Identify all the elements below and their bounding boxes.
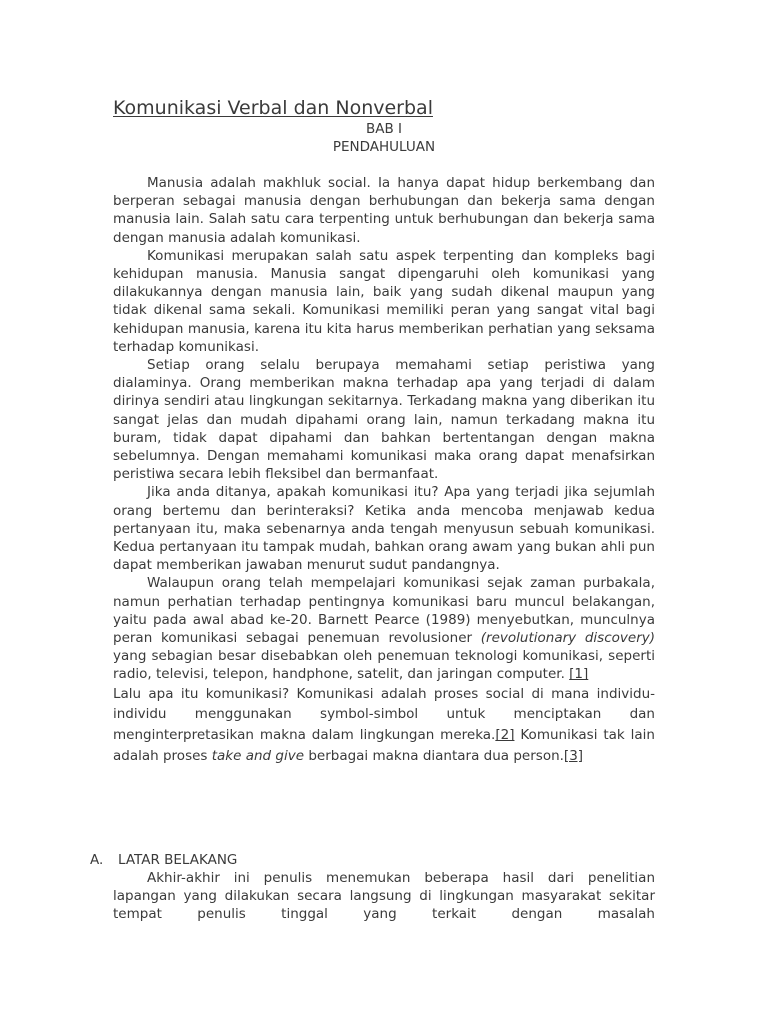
document-body (113, 96, 655, 767)
paragraph-6-text: Lalu apa itu komunikasi? Komunikasi adalah proses social di mana individu-individu menggunakan symbol-simbol untuk menciptakan dan menginterpretasikan makna dalam lingkungan mereka. (113, 685, 655, 744)
section-heading (90, 851, 655, 869)
paragraph-5-italic: (revolutionary discovery) (480, 630, 655, 647)
chapter-title: PENDAHULUAN (332, 139, 436, 155)
section-title: LATAR BELAKANG (118, 852, 238, 868)
paragraph-5 (113, 574, 655, 683)
footnote-link-1[interactable]: [1] (569, 666, 589, 683)
paragraph-6-text-mid: Komunikasi tak lain adalah proses (113, 727, 655, 765)
chapter-label: BAB I (365, 121, 403, 137)
section-number: A. (90, 852, 104, 868)
paragraph-5-text: Walaupun orang telah mempelajari komunikasi sejak zaman purbakala, namun perhatian terhadap pentingnya komunikasi baru muncul belakangan, yaitu pada awal abad ke-20. Barnett Pearce (1989) menyebutkan, munculnya peran komunikasi sebagai penemuan revolusioner (113, 575, 655, 647)
section-paragraph: Akhir-akhir ini penulis menemukan beberapa hasil dari penelitian lapangan yang dilakukan secara langsung di lingkungan masyarakat sekitar tempat penulis tinggal yang terkait dengan masalah (113, 870, 655, 923)
footnote-link-2[interactable]: [2] (495, 727, 515, 744)
paragraph-3: Setiap orang selalu berupaya memahami setiap peristiwa yang dialaminya. Orang memberikan makna terhadap apa yang terjadi di dalam dirinya sendiri atau lingkungan sekitarnya. Terkadang makna yang diberikan itu sangat jelas dan mudah dipahami orang lain, namun terkadang makna itu buram, tidak dapat dipahami dan bahkan bertentangan dengan makna sebelumnya. Dengan memahami komunikasi maka orang dapat menafsirkan peristiwa secara lebih fleksibel dan bermanfaat. (113, 357, 655, 483)
paragraph-6-text-end: berbagai makna diantara dua person. (304, 748, 564, 765)
paragraph-1: Manusia adalah makhluk social. Ia hanya dapat hidup berkembang dan berperan sebagai manusia dengan berhubungan dan bekerja sama dengan manusia lain. Salah satu cara terpenting untuk berhubungan dan bekerja sama dengan manusia adalah komunikasi. (113, 175, 655, 246)
section-body (113, 869, 655, 924)
paragraph-2: Komunikasi merupakan salah satu aspek terpenting dan kompleks bagi kehidupan manusia. Manusia sangat dipengaruhi oleh komunikasi yang dilakukannya dengan manusia lain, baik yang sudah dikenal maupun yang tidak dikenal sama sekali. Komunikasi memiliki peran yang sangat vital bagi kehidupan manusia, karena itu kita harus memberikan perhatian yang seksama terhadap komunikasi. (113, 247, 655, 355)
paragraph-4: Jika anda ditanya, apakah komunikasi itu? Apa yang terjadi jika sejumlah orang bertemu dan berinteraksi? Ketika anda mencoba menjawab kedua pertanyaan itu, maka sebenarnya anda tengah menyusun sebuah komunikasi. Kedua pertanyaan itu tampak mudah, bahkan orang awam yang bukan ahli pun dapat memberikan jawaban menurut sudut pandangnya. (113, 484, 655, 574)
paragraph-6 (113, 684, 655, 767)
footnote-link-3[interactable]: [3] (563, 748, 584, 765)
document-title: Komunikasi Verbal dan Nonverbal (113, 97, 433, 119)
paragraph-5-text-end: yang sebagian besar disebabkan oleh penemuan teknologi komunikasi, seperti radio, televisi, telepon, handphone, satelit, dan jaringan computer. (113, 648, 655, 683)
paragraph-6-italic: take and give (211, 748, 305, 765)
